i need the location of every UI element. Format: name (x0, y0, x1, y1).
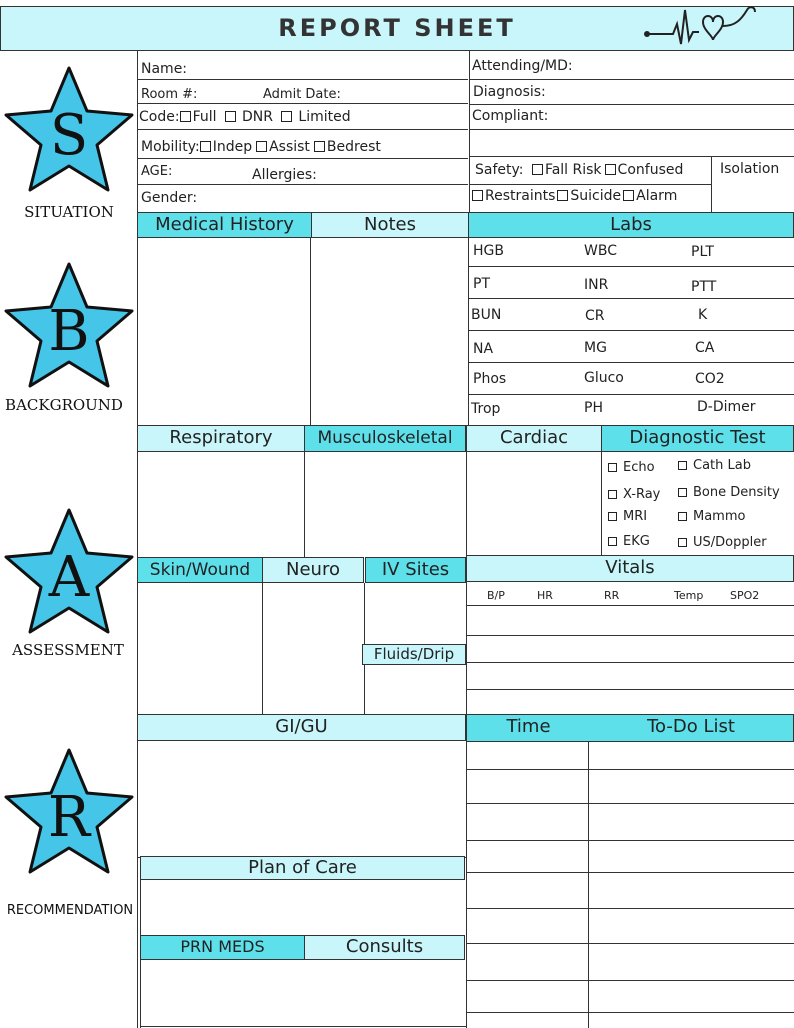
mri-label: MRI (623, 509, 648, 524)
labs-header: Labs (468, 212, 794, 238)
safety-label: Safety: (475, 162, 524, 178)
fall-risk-checkbox[interactable] (532, 164, 543, 175)
prn-meds-header: PRN MEDS (140, 935, 305, 960)
mobility-indep-label: Indep (212, 139, 253, 155)
vitals-col-spo2: SPO2 (730, 589, 760, 602)
echo-label: Echo (623, 460, 655, 475)
bone-density-label: Bone Density (693, 485, 780, 500)
mobility-assist-label: Assist (269, 139, 310, 155)
vitals-col-hr: HR (537, 589, 553, 602)
code-limited-checkbox[interactable] (281, 111, 292, 122)
allergies-label: Allergies: (252, 167, 317, 183)
cardiac-header: Cardiac (466, 425, 602, 452)
lab-bun: BUN (471, 307, 502, 323)
code-full-label: Full (192, 109, 217, 125)
lab-pt: PT (473, 276, 490, 292)
lab-trop: Trop (471, 401, 501, 417)
lab-k: K (698, 307, 708, 323)
mobility-bedrest-label: Bedrest (326, 139, 381, 155)
admit-date-label: Admit Date: (263, 87, 341, 102)
respiratory-header: Respiratory (137, 425, 305, 452)
iv-sites-header: IV Sites (365, 557, 466, 583)
ekg-checkbox[interactable] (608, 537, 617, 546)
lab-gluco: Gluco (584, 370, 624, 386)
fall-risk-label: Fall Risk (544, 162, 602, 178)
recommendation-label: RECOMMENDATION (6, 903, 134, 918)
lab-inr: INR (584, 277, 609, 293)
xray-label: X-Ray (623, 487, 661, 502)
us-doppler-label: US/Doppler (693, 535, 767, 550)
xray-checkbox[interactable] (608, 490, 617, 499)
suicide-checkbox[interactable] (557, 190, 568, 201)
compliant-label: Compliant: (472, 108, 549, 124)
safety-row-2 (472, 188, 677, 204)
vitals-col-temp: Temp (674, 589, 704, 602)
confused-label: Confused (617, 162, 684, 178)
plan-of-care-header: Plan of Care (140, 856, 465, 880)
gi-gu-header: GI/GU (137, 714, 466, 741)
echo-checkbox[interactable] (608, 463, 617, 472)
code-dnr-label: DNR (241, 109, 273, 125)
test-mri (608, 509, 647, 524)
code-row (139, 109, 351, 125)
mobility-assist-checkbox[interactable] (256, 141, 267, 152)
lab-hgb: HGB (473, 243, 504, 259)
suicide-label: Suicide (570, 188, 622, 204)
lab-mg: MG (584, 340, 607, 356)
test-echo (608, 460, 655, 475)
alarm-checkbox[interactable] (623, 190, 634, 201)
lab-phos: Phos (473, 371, 507, 387)
fluids-drip-header: Fluids/Drip (362, 644, 466, 665)
cath-lab-label: Cath Lab (693, 458, 751, 473)
situation-letter: S (49, 103, 89, 168)
attending-label: Attending/MD: (472, 58, 573, 74)
restraints-checkbox[interactable] (472, 190, 483, 201)
consults-header: Consults (304, 935, 465, 960)
safety-row (475, 162, 683, 178)
lab-cr: CR (585, 308, 605, 324)
gender-label: Gender: (141, 190, 198, 206)
medical-history-header: Medical History (137, 212, 312, 238)
background-star (0, 258, 138, 396)
situation-star (0, 62, 138, 200)
time-header: Time (466, 714, 590, 742)
situation-label: SITUATION (24, 203, 114, 221)
mobility-indep-checkbox[interactable] (200, 141, 211, 152)
mobility-row (141, 139, 381, 155)
lab-plt: PLT (691, 244, 714, 260)
test-cath-lab (678, 458, 751, 473)
assessment-letter: A (48, 545, 90, 610)
ekg-label: EKG (623, 534, 650, 549)
background-letter: B (48, 299, 90, 364)
isolation-label: Isolation (720, 161, 780, 177)
lab-co2: CO2 (695, 371, 725, 387)
mammo-checkbox[interactable] (678, 512, 687, 521)
recommendation-star (0, 744, 138, 882)
neuro-header: Neuro (262, 557, 364, 583)
cath-lab-checkbox[interactable] (678, 461, 687, 470)
code-dnr-checkbox[interactable] (225, 111, 236, 122)
lab-ddimer: D-Dimer (697, 399, 756, 415)
lab-na: NA (473, 341, 494, 357)
restraints-label: Restraints (485, 188, 556, 204)
code-limited-label: Limited (298, 109, 351, 125)
us-doppler-checkbox[interactable] (678, 538, 687, 547)
musculoskeletal-header: Musculoskeletal (304, 425, 466, 452)
test-xray (608, 487, 660, 502)
name-label: Name: (141, 61, 188, 77)
mobility-bedrest-checkbox[interactable] (314, 141, 325, 152)
lab-ptt: PTT (691, 279, 717, 295)
bone-density-checkbox[interactable] (678, 488, 687, 497)
skin-wound-header: Skin/Wound (137, 557, 263, 583)
mri-checkbox[interactable] (608, 512, 617, 521)
test-bone-density (678, 485, 780, 500)
test-us-doppler (678, 535, 767, 550)
page-title: REPORT SHEET (278, 14, 516, 42)
vitals-col-bp: B/P (487, 589, 505, 602)
test-mammo (678, 509, 745, 524)
confused-checkbox[interactable] (605, 164, 616, 175)
code-full-checkbox[interactable] (180, 111, 191, 122)
diagnosis-label: Diagnosis: (473, 84, 546, 100)
vitals-col-rr: RR (604, 589, 620, 602)
vitals-header: Vitals (466, 555, 794, 582)
age-label: AGE: (141, 164, 173, 179)
notes-header: Notes (311, 212, 469, 238)
lab-wbc: WBC (584, 243, 617, 259)
background-label: BACKGROUND (5, 396, 123, 414)
alarm-label: Alarm (636, 188, 678, 204)
assessment-star (0, 504, 138, 642)
room-label: Room #: (141, 87, 198, 102)
lab-ca: CA (695, 340, 715, 356)
recommendation-letter: R (47, 785, 91, 850)
mammo-label: Mammo (693, 509, 746, 524)
mobility-label: Mobility: (141, 139, 200, 155)
heartbeat-stethoscope-icon (643, 2, 763, 52)
diagnostic-test-header: Diagnostic Test (601, 425, 794, 452)
assessment-label: ASSESSMENT (12, 641, 124, 659)
todo-header: To-Do List (589, 714, 794, 742)
lab-ph: PH (584, 400, 603, 416)
code-label: Code: (139, 109, 180, 125)
test-ekg (608, 534, 650, 549)
